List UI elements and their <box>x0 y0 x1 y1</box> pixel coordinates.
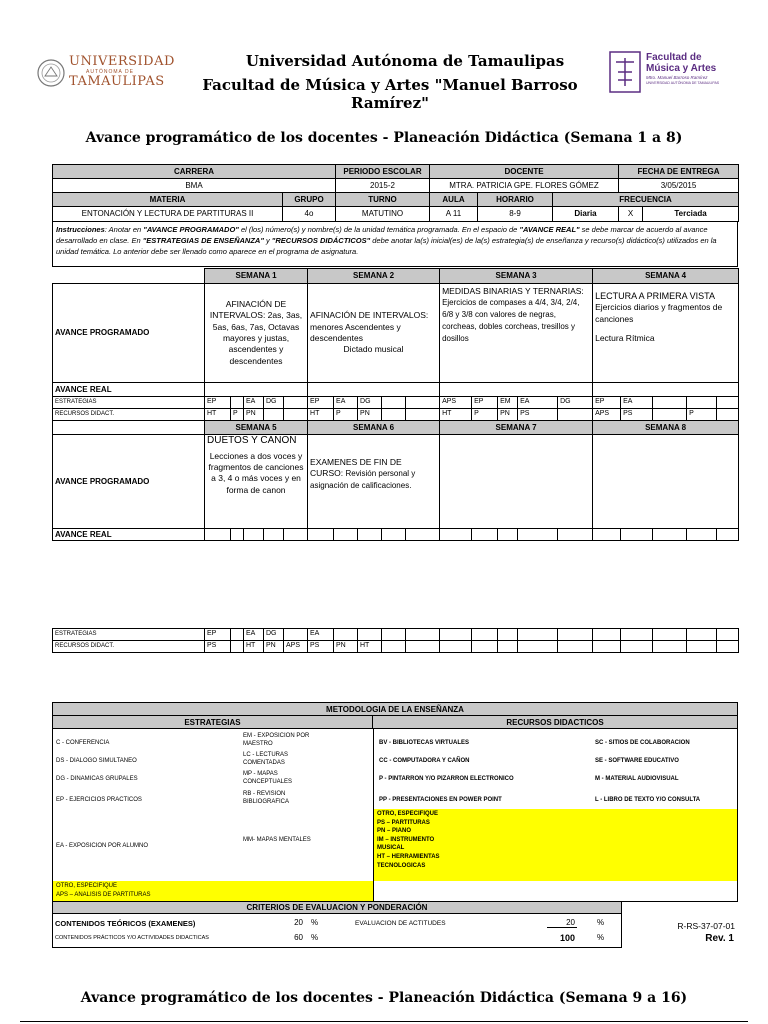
instr-text-a: : Anotar en <box>104 225 144 234</box>
estr-cell[interactable] <box>406 397 440 409</box>
week-2-header: SEMANA 2 <box>308 269 440 284</box>
rec-cell[interactable]: PS <box>621 409 653 421</box>
estrategia-otro-label: OTRO, ESPECIFIQUE <box>56 883 118 889</box>
logo-text-autonoma: AUTÓNOMA DE <box>86 69 134 75</box>
logo-text-universidad: UNIVERSIDAD <box>69 54 175 69</box>
metodologia-box <box>52 702 738 902</box>
rec-cell[interactable] <box>284 409 308 421</box>
estr-cell[interactable]: EA <box>334 397 358 409</box>
recurso-otro-item: PS – PARTITURAS <box>377 819 430 826</box>
weeks-5-8-strategies-table <box>52 628 739 653</box>
rec-cell[interactable] <box>653 409 687 421</box>
week-6-content <box>308 435 440 529</box>
estr-cell[interactable]: DG <box>558 397 593 409</box>
estrategia-item: EM - EXPOSICION POR MAESTRO <box>243 733 310 747</box>
week-5-text-a: DUETOS Y CANON <box>207 435 297 446</box>
rec-cell[interactable]: PN <box>498 409 518 421</box>
week-5-content <box>205 435 308 529</box>
estr-cell[interactable] <box>284 629 308 641</box>
weeks-5-8-corner <box>53 421 205 435</box>
header-horario: HORARIO <box>478 193 553 207</box>
freq-diaria: Diaria <box>553 207 619 222</box>
real-cell[interactable] <box>358 529 382 541</box>
real-cell[interactable] <box>621 529 653 541</box>
rec-cell[interactable]: P <box>687 409 717 421</box>
estrategia-item: DG - DINAMICAS GRUPALES <box>56 776 138 782</box>
criterio-actitudes-value: 20 <box>547 918 577 928</box>
estrategia-item: EA - EXPOSICION POR ALUMNO <box>56 843 149 849</box>
logo-faculty-line3: Mtro. Manuel Barroso Ramírez <box>646 75 708 80</box>
real-cell[interactable] <box>518 529 558 541</box>
estrategia-item: MM- MAPAS MENTALES <box>243 837 311 843</box>
week-3-content <box>440 284 593 383</box>
rec-cell[interactable] <box>498 641 518 653</box>
real-cell[interactable] <box>231 529 244 541</box>
estr-cell[interactable] <box>382 629 406 641</box>
criterios-box <box>52 914 622 948</box>
estr-cell[interactable] <box>653 629 687 641</box>
instr-bold-d: "RECURSOS DIDÁCTICOS" <box>271 236 371 245</box>
rec-cell[interactable] <box>687 641 717 653</box>
estrategias-otro <box>53 881 373 902</box>
rec-cell[interactable] <box>406 641 440 653</box>
value-fecha: 3/05/2015 <box>619 179 739 193</box>
rec-cell[interactable]: P <box>334 409 358 421</box>
week-1-header: SEMANA 1 <box>205 269 308 284</box>
recursos-label: RECURSOS DIDACT. <box>53 409 205 421</box>
rec-cell[interactable] <box>406 409 440 421</box>
estr-cell[interactable] <box>284 397 308 409</box>
criterio-teoricos-label: CONTENIDOS TEÓRICOS (EXAMENES) <box>55 919 196 928</box>
real-cell[interactable] <box>406 529 440 541</box>
rec-cell[interactable]: PN <box>244 409 264 421</box>
estr-cell[interactable] <box>382 397 406 409</box>
estrategia-otro-item: APS – ANALISIS DE PARTITURAS <box>56 892 151 898</box>
logo-faculty-line4: UNIVERSIDAD AUTÓNOMA DE TAMAULIPAS <box>646 81 720 85</box>
real-cell[interactable] <box>687 529 717 541</box>
instr-text-c: se debe marcar de acuerdo al avance desarrollado en clase. En <box>56 225 708 245</box>
estr-cell[interactable] <box>406 629 440 641</box>
rec-cell[interactable]: PS <box>205 641 231 653</box>
estrategias-label-2: ESTRATEGIAS <box>53 629 205 641</box>
criterio-actitudes-label: EVALUACION DE ACTITUDES <box>355 920 446 927</box>
estrategia-item: DS - DIALOGO SIMULTANEO <box>56 758 137 764</box>
recurso-item: L - LIBRO DE TEXTO Y/O CONSULTA <box>595 797 701 803</box>
week-2-content <box>308 284 440 383</box>
week-3-text-a: MEDIDAS BINARIAS Y TERNARIAS: <box>442 286 584 296</box>
estr-cell[interactable] <box>717 629 739 641</box>
week-8-content[interactable] <box>593 435 739 529</box>
estrategia-item: MP - MAPAS CONCEPTUALES <box>243 771 293 785</box>
real-cell[interactable] <box>308 529 334 541</box>
recurso-item: M - MATERIAL AUDIOVISUAL <box>595 776 679 782</box>
estr-cell[interactable]: EA <box>308 629 334 641</box>
criterio-practicos-pct: % <box>311 933 319 942</box>
recursos-label-2: RECURSOS DIDACT. <box>53 641 205 653</box>
rec-cell[interactable]: PN <box>334 641 358 653</box>
section-title-weeks-9-16: Avance programático de los docentes - Planeación Didáctica (Semana 9 a 16) <box>80 990 688 1006</box>
week-5-text-b: Lecciones a dos voces y fragmentos de canciones a 3, 4 o más voces y en forma de canon <box>208 450 304 495</box>
weeks-1-4-table <box>52 268 739 541</box>
recursos-otro <box>374 809 737 881</box>
instructions-box <box>52 222 738 267</box>
instructions-label: Instrucciones <box>56 225 105 234</box>
estr-cell[interactable]: APS <box>440 397 472 409</box>
avance-real-label-2: AVANCE REAL <box>53 529 205 541</box>
real-cell[interactable] <box>472 529 498 541</box>
instr-bold-c: "ESTRATEGIAS DE ENSEÑANZA" <box>142 236 264 245</box>
week-3-header: SEMANA 3 <box>440 269 593 284</box>
criterio-practicos-value: 60 <box>294 933 303 942</box>
week-1-content: AFINACIÓN DE INTERVALOS: 2as, 3as, 5as, 6as, 7as, Octavas mayores y justas, ascendentes y descendentes <box>205 284 308 383</box>
rec-cell[interactable]: HT <box>440 409 472 421</box>
week-4-text-c: Lectura Rítmica <box>595 333 655 344</box>
recurso-item: CC - COMPUTADORA Y CAÑON <box>379 758 470 764</box>
rec-cell[interactable] <box>558 409 593 421</box>
estrategias-row <box>53 397 739 409</box>
week-6-text-b: Revisión personal y asignación de calificaciones. <box>310 469 416 491</box>
value-aula: A 11 <box>430 207 478 222</box>
rec-cell[interactable]: PS <box>308 641 334 653</box>
estr-cell[interactable]: EA <box>244 397 264 409</box>
criterio-actitudes-pct: % <box>597 918 605 927</box>
real-cell[interactable] <box>498 529 518 541</box>
header-fecha: FECHA DE ENTREGA <box>619 165 739 179</box>
rec-cell[interactable] <box>717 409 739 421</box>
estr-cell[interactable] <box>687 629 717 641</box>
week-2-text-b: Dictado musical <box>343 344 404 355</box>
estr-cell[interactable]: EP <box>308 397 334 409</box>
university-logo <box>36 52 175 94</box>
header-frecuencia: FRECUENCIA <box>553 193 739 207</box>
rec-cell[interactable] <box>518 641 558 653</box>
document-code: R-RS-37-07-01 <box>677 921 735 931</box>
header-periodo <box>336 165 430 179</box>
recurso-otro-item: PN – PIANO <box>377 828 412 835</box>
avance-real-label: AVANCE REAL <box>53 383 205 397</box>
estrategia-item: RB - REVISION BIBLIOGRAFICA <box>243 791 290 805</box>
university-name: Universidad Autónoma de Tamaulipas <box>245 52 565 70</box>
week-1-real[interactable] <box>205 383 308 397</box>
rec-cell[interactable]: APS <box>593 409 621 421</box>
criterio-teoricos-value: 20 <box>294 918 303 927</box>
criterio-total-pct: % <box>597 933 605 942</box>
estr-cell[interactable]: EP <box>593 397 621 409</box>
header-docente: DOCENTE <box>430 165 619 179</box>
estr-cell[interactable] <box>717 397 739 409</box>
rec-cell[interactable]: PN <box>358 409 382 421</box>
rec-cell[interactable]: HT <box>244 641 264 653</box>
estr-cell[interactable] <box>358 629 382 641</box>
estr-cell[interactable] <box>518 629 558 641</box>
rec-cell[interactable] <box>472 641 498 653</box>
value-carrera: BMA <box>53 179 336 193</box>
estr-cell[interactable]: DG <box>358 397 382 409</box>
recurso-item: P - PINTARRON Y/O PIZARRON ELECTRONICO <box>379 776 514 782</box>
freq-terciada: Terciada <box>643 207 739 222</box>
estr-cell[interactable]: EP <box>205 629 231 641</box>
value-turno: MATUTINO <box>336 207 430 222</box>
rec-cell[interactable]: HT <box>308 409 334 421</box>
instr-bold-b: "AVANCE REAL" <box>519 225 580 234</box>
week-3-real[interactable] <box>440 383 593 397</box>
estr-cell[interactable] <box>687 397 717 409</box>
real-cell[interactable] <box>440 529 472 541</box>
estrategia-item: EP - EJERCICIOS PRACTICOS <box>56 797 142 803</box>
estr-cell[interactable] <box>231 397 244 409</box>
recurso-item: SC - SITIOS DE COLABORACION <box>595 740 690 746</box>
estr-cell[interactable] <box>472 629 498 641</box>
estr-cell[interactable] <box>558 629 593 641</box>
value-horario: 8-9 <box>478 207 553 222</box>
estr-cell[interactable] <box>498 629 518 641</box>
week-7-content[interactable] <box>440 435 593 529</box>
week-4-header: SEMANA 4 <box>593 269 739 284</box>
recurso-otro-label: OTRO, ESPECIFIQUE <box>377 811 439 817</box>
rec-cell[interactable]: APS <box>284 641 308 653</box>
week-4-real[interactable] <box>593 383 739 397</box>
recurso-item: PP - PRESENTACIONES EN POWER POINT <box>379 797 502 803</box>
estr-cell[interactable]: EA <box>518 397 558 409</box>
header-materia: MATERIA <box>53 193 283 207</box>
course-info-table <box>52 164 739 222</box>
rec-cell[interactable] <box>653 641 687 653</box>
criterio-teoricos-pct: % <box>311 918 319 927</box>
recursos-row <box>53 409 739 421</box>
estr-cell[interactable]: DG <box>264 629 284 641</box>
week-4-text-b: Ejercicios diarios y fragmentos de canciones <box>595 302 723 324</box>
logo-text-tamaulipas: TAMAULIPAS <box>69 74 165 89</box>
estr-cell[interactable]: EM <box>498 397 518 409</box>
estr-cell[interactable] <box>440 629 472 641</box>
week-5-header: SEMANA 5 <box>205 421 308 435</box>
real-cell[interactable] <box>284 529 308 541</box>
value-grupo: 4o <box>283 207 336 222</box>
estr-cell[interactable] <box>231 629 244 641</box>
metodologia-title: METODOLOGIA DE LA ENSEÑANZA <box>53 703 737 716</box>
real-cell[interactable] <box>382 529 406 541</box>
rec-cell[interactable] <box>264 409 284 421</box>
rec-cell[interactable]: PS <box>518 409 558 421</box>
section-title-weeks-1-8: Avance programático de los docentes - Planeación Didáctica (Semana 1 a 8) <box>85 130 683 146</box>
document-revision: Rev. 1 <box>705 933 734 944</box>
estr-cell[interactable]: EP <box>472 397 498 409</box>
week-2-real[interactable] <box>308 383 440 397</box>
avance-programado-label: AVANCE PROGRAMADO <box>53 284 205 383</box>
rec-cell[interactable] <box>593 641 621 653</box>
rec-cell[interactable] <box>382 409 406 421</box>
instr-text-e: debe anotar la(s) inicial(es) de la(s) estrategia(s) de enseñanza y recurso(s) didáctico(s) utilizados en la unidad temática. Lo anterior debe ser llenado como aparece en el programa de asignatura. <box>56 236 717 256</box>
real-cell[interactable] <box>205 529 231 541</box>
instr-text-d: y <box>263 236 272 245</box>
recursos-header: RECURSOS DIDACTICOS <box>373 716 737 729</box>
estr-cell[interactable] <box>334 629 358 641</box>
value-docente: MTRA. PATRICIA GPE. FLORES GÓMEZ <box>430 179 619 193</box>
real-cell[interactable] <box>593 529 621 541</box>
estr-cell[interactable]: EP <box>205 397 231 409</box>
week-6-text-a: EXAMENES DE FIN DE CURSO: <box>310 456 402 479</box>
header-carrera: CARRERA <box>53 165 336 179</box>
criterio-practicos-label: CONTENIDOS PRÁCTICOS Y/O ACTIVIDADES DIDACTICAS <box>55 935 209 941</box>
estrategia-item: C - CONFERENCIA <box>56 740 110 746</box>
recurso-otro-item: HT – HERRAMIENTAS TECNOLOGICAS <box>377 853 440 869</box>
estr-cell[interactable]: DG <box>264 397 284 409</box>
week-4-text-a: LECTURA A PRIMERA VISTA <box>595 291 715 301</box>
recurso-item: BV - BIBLIOTECAS VIRTUALES <box>379 740 470 746</box>
rec-cell[interactable] <box>440 641 472 653</box>
header-grupo: GRUPO <box>283 193 336 207</box>
rec-cell[interactable] <box>621 641 653 653</box>
recurso-otro-item: IM – INSTRUMENTO MUSICAL <box>377 836 435 852</box>
criterio-total: 100 <box>559 933 575 943</box>
week-4-content <box>593 284 739 383</box>
rec-cell[interactable] <box>558 641 593 653</box>
rec-cell[interactable] <box>382 641 406 653</box>
instr-text-b: el (los) número(s) y nombre(s) de la unidad temática programada. En el espacio de <box>238 225 520 234</box>
estr-cell[interactable] <box>621 629 653 641</box>
value-periodo: 2015-2 <box>336 179 430 193</box>
real-cell[interactable] <box>558 529 593 541</box>
instr-bold-a: "AVANCE PROGRAMADO" <box>143 225 239 234</box>
rec-cell[interactable]: HT <box>205 409 231 421</box>
week-7-header: SEMANA 7 <box>440 421 593 435</box>
avance-programado-label-2: AVANCE PROGRAMADO <box>53 435 205 529</box>
estr-cell[interactable] <box>653 397 687 409</box>
week-8-header: SEMANA 8 <box>593 421 739 435</box>
week-2-text-a: AFINACIÓN DE INTERVALOS: menores Ascendentes y descendentes <box>310 310 429 343</box>
bottom-rule <box>20 1021 748 1022</box>
rec-cell[interactable]: HT <box>358 641 382 653</box>
estr-cell[interactable] <box>593 629 621 641</box>
university-seal-icon <box>36 58 66 88</box>
real-cell[interactable] <box>244 529 264 541</box>
estrategias-label: ESTRATEGIAS <box>53 397 205 409</box>
estrategia-item: LC - LECTURAS COMENTADAS <box>243 752 289 766</box>
rec-cell[interactable] <box>717 641 739 653</box>
weeks-corner <box>53 269 205 284</box>
rec-cell[interactable]: P <box>231 409 244 421</box>
real-cell[interactable] <box>717 529 739 541</box>
logo-faculty-line1: Facultad de <box>646 52 702 63</box>
rec-cell[interactable]: P <box>472 409 498 421</box>
criterios-title: CRITERIOS DE EVALUACION Y PONDERACIÓN <box>52 901 622 914</box>
real-cell[interactable] <box>334 529 358 541</box>
estr-cell[interactable]: EA <box>621 397 653 409</box>
week-3-text-b: Ejercicios de compases a 4/4, 3/4, 2/4, 6/8 y 3/8 con valores de negras, corcheas, dobles corcheas, tresillos y dosillos <box>442 298 580 343</box>
real-cell[interactable] <box>653 529 687 541</box>
header-aula: AULA <box>430 193 478 207</box>
value-materia: ENTONACIÓN Y LECTURA DE PARTITURAS II <box>53 207 283 222</box>
header-periodo-label: PERIODO ESCOLAR <box>343 166 422 176</box>
real-cell[interactable] <box>264 529 284 541</box>
recurso-item: SE - SOFTWARE EDUCATIVO <box>595 758 679 764</box>
logo-faculty-line2: Música y Artes <box>646 63 717 74</box>
header-turno: TURNO <box>336 193 430 207</box>
faculty-name: Facultad de Música y Artes "Manuel Barroso Ramírez" <box>202 76 578 112</box>
rec-cell[interactable] <box>231 641 244 653</box>
week-6-header: SEMANA 6 <box>308 421 440 435</box>
estr-cell[interactable]: EA <box>244 629 264 641</box>
rec-cell[interactable]: PN <box>264 641 284 653</box>
estrategias-header: ESTRATEGIAS <box>53 716 373 729</box>
freq-mark: X <box>619 207 643 222</box>
